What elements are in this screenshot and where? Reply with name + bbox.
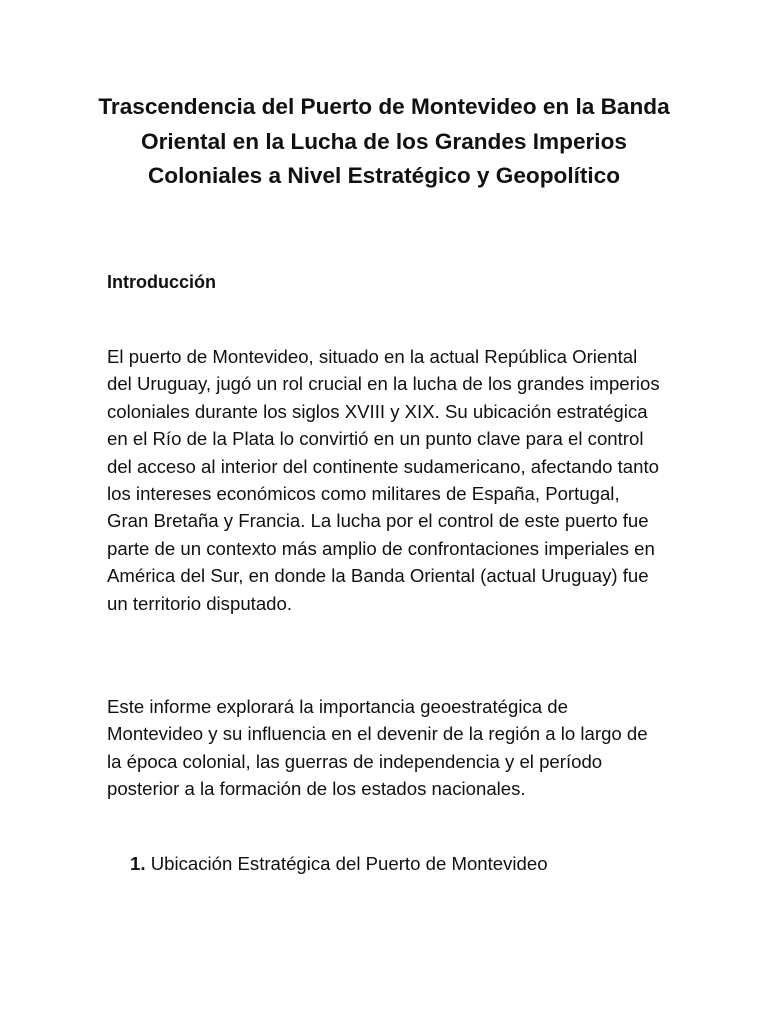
section-heading-introduction: Introducción — [107, 272, 216, 292]
document-title: Trascendencia del Puerto de Montevideo en la Banda Oriental en la Lucha de los Grandes Imperios Coloniales a Nivel Estratégico y Geopolítico — [98, 94, 670, 188]
list-item-text: Ubicación Estratégica del Puerto de Montevideo — [150, 853, 548, 874]
numbered-list-item — [130, 850, 548, 877]
list-item-number: 1. — [130, 853, 146, 874]
intro-paragraph-1: El puerto de Montevideo, situado en la actual República Oriental del Uruguay, jugó un rol crucial en la lucha de los grandes imperios coloniales durante los siglos XVIII y XIX. Su ubicación estratégica en el Río de la Plata lo convirtió en un punto clave para el control del acceso al interior del continente sudamericano, afectando tanto los intereses económicos como militares de España, Portugal, Gran Bretaña y Francia. La lucha por el control de este puerto fue parte de un contexto más amplio de confrontaciones imperiales en América del Sur, en donde la Banda Oriental (actual Uruguay) fue un territorio disputado. — [107, 346, 660, 614]
intro-paragraph-2: Este informe explorará la importancia geoestratégica de Montevideo y su influencia en el devenir de la región a lo largo de la época colonial, las guerras de independencia y el período posterior a la formación de los estados nacionales. — [107, 696, 648, 800]
